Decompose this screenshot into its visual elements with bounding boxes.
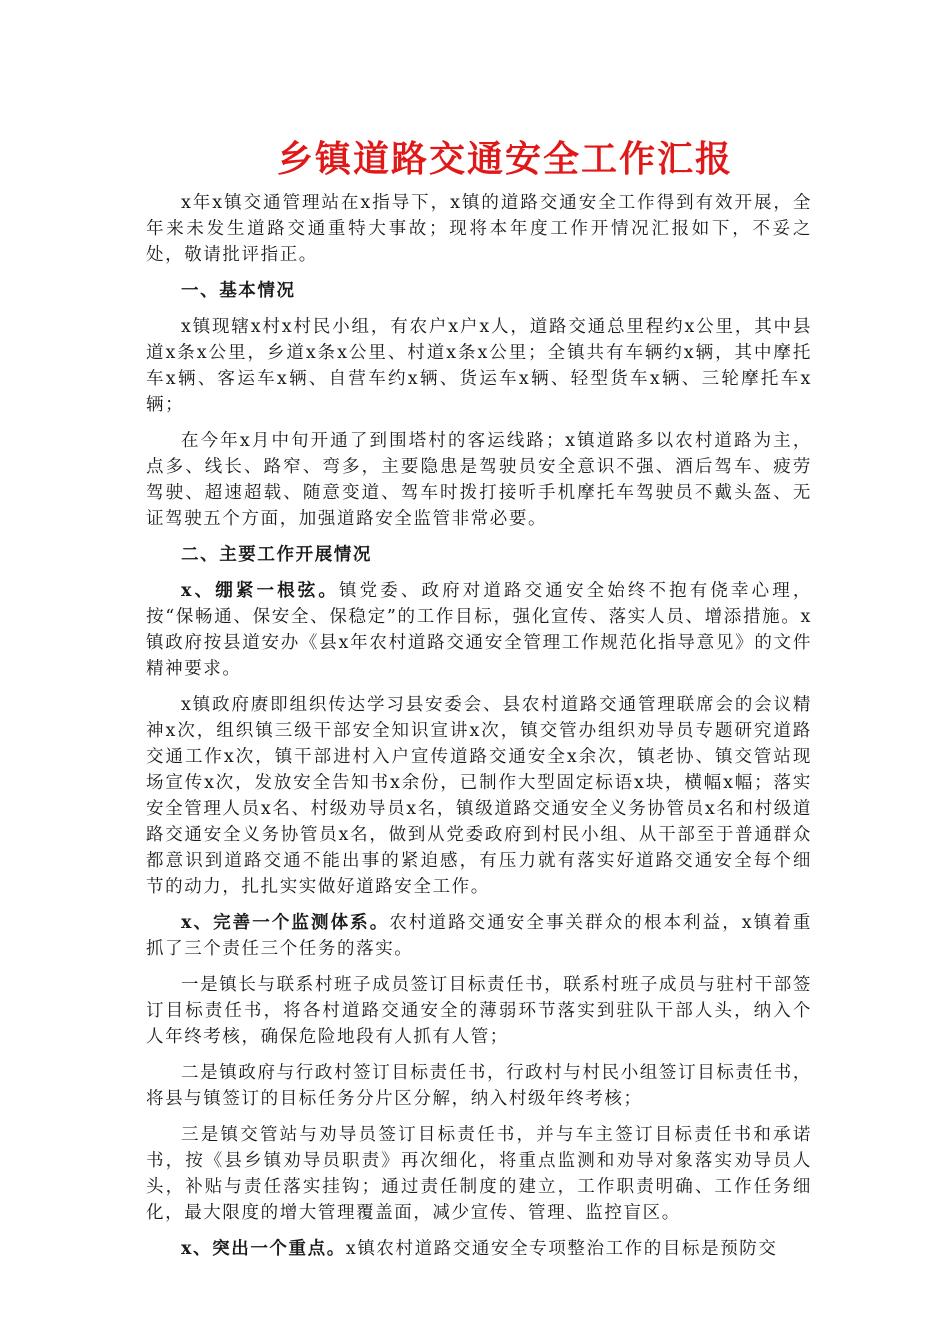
responsibility-paragraph-1: 一是镇长与联系村班子成员签订目标责任书，联系村班子成员与驻村干部签订目标责任书，将各村道路交通安全的薄弱环节落实到驻队干部人头，纳入个人年终考核，确保危险地段有人抓有人管； [146, 975, 812, 1047]
item-1-lead: x、绷紧一根弦。 [181, 581, 339, 601]
section-heading-main-work: 二、主要工作开展情况 [181, 545, 372, 565]
main-work-detail-paragraph: x镇政府赓即组织传达学习县安委会、县农村道路交通管理联席会的会议精神x次，组织镇三级干部安全知识宣讲x次，镇交管办组织劝导员专题研究道路交通工作x次，镇干部进村入户宣传道路交通安全x余次，镇老协、镇交管站现场宣传x次，发放安全告知书x余份，已制作大型固定标语x块，横幅x幅；落实安全管理人员x名、村级劝导员x名，镇级道路交通安全义务协管员x名和村级道路交通安全义务协管员x名，做到从党委政府到村民小组、从干部至于普通群众都意识到道路交通不能出事的紧迫感，有压力就有落实好道路交通安全每个细节的动力，扎扎实实做好道路安全工作。 [146, 695, 812, 897]
item-1-text: 镇党委、政府对道路交通安全始终不抱有侥幸心理，按“保畅通、保安全、保稳定”的工作目标，强化宣传、落实人员、增添措施。x镇政府按县道安办《县x年农村道路交通安全管理工作规范化指导意见》的文件精神要求。 [146, 581, 812, 679]
item-2-text: 农村道路交通安全事关群众的根本利益，x镇着重抓了三个责任三个任务的落实。 [146, 913, 812, 959]
intro-paragraph: x年x镇交通管理站在x指导下，x镇的道路交通安全工作得到有效开展，全年来未发生道路交通重特大事故；现将本年度工作开情况汇报如下，不妥之处，敬请批评指正。 [146, 193, 812, 265]
item-3-lead: x、突出一个重点。 [181, 1239, 346, 1259]
main-work-item-2 [146, 910, 812, 962]
item-2-lead: x、完善一个监测体系。 [181, 913, 390, 933]
item-3-text: x镇农村道路交通安全专项整治工作的目标是预防交 [345, 1239, 778, 1259]
responsibility-paragraph-3: 三是镇交管站与劝导员签订目标责任书，并与车主签订目标责任书和承诺书，按《县乡镇劝导员职责》再次细化，将重点监测和劝导对象落实劝导员人头，补贴与责任落实挂钩；通过责任制度的建立，工作职责明确、工作任务细化，最大限度的增大管理覆盖面，减少宣传、管理、监控盲区。 [146, 1125, 812, 1223]
main-work-item-3 [146, 1236, 812, 1262]
main-work-item-1 [146, 578, 812, 682]
document-title: 乡镇道路交通安全工作汇报 [276, 138, 733, 180]
document-body [146, 190, 812, 1272]
basic-situation-paragraph-2: 在今年x月中旬开通了到围塔村的客运线路；x镇道路多以农村道路为主，点多、线长、路窄、弯多，主要隐患是驾驶员安全意识不强、酒后驾车、疲劳驾驶、超速超载、随意变道、驾车时拨打接听手机摩托车驾驶员不戴头盔、无证驾驶五个方面，加强道路安全监管非常必要。 [146, 431, 812, 529]
basic-situation-paragraph-1: x镇现辖x村x村民小组，有农户x户x人，道路交通总里程约x公里，其中县道x条x公里，乡道x条x公里、村道x条x公里；全镇共有车辆约x辆，其中摩托车x辆、客运车x辆、自营车约x辆、货运车x辆、轻型货车x辆、三轮摩托车x辆； [146, 317, 812, 415]
responsibility-paragraph-2: 二是镇政府与行政村签订目标责任书，行政村与村民小组签订目标责任书，将县与镇签订的目标任务分片区分解，纳入村级年终考核； [146, 1063, 812, 1109]
section-heading-basic-situation: 一、基本情况 [181, 281, 296, 301]
